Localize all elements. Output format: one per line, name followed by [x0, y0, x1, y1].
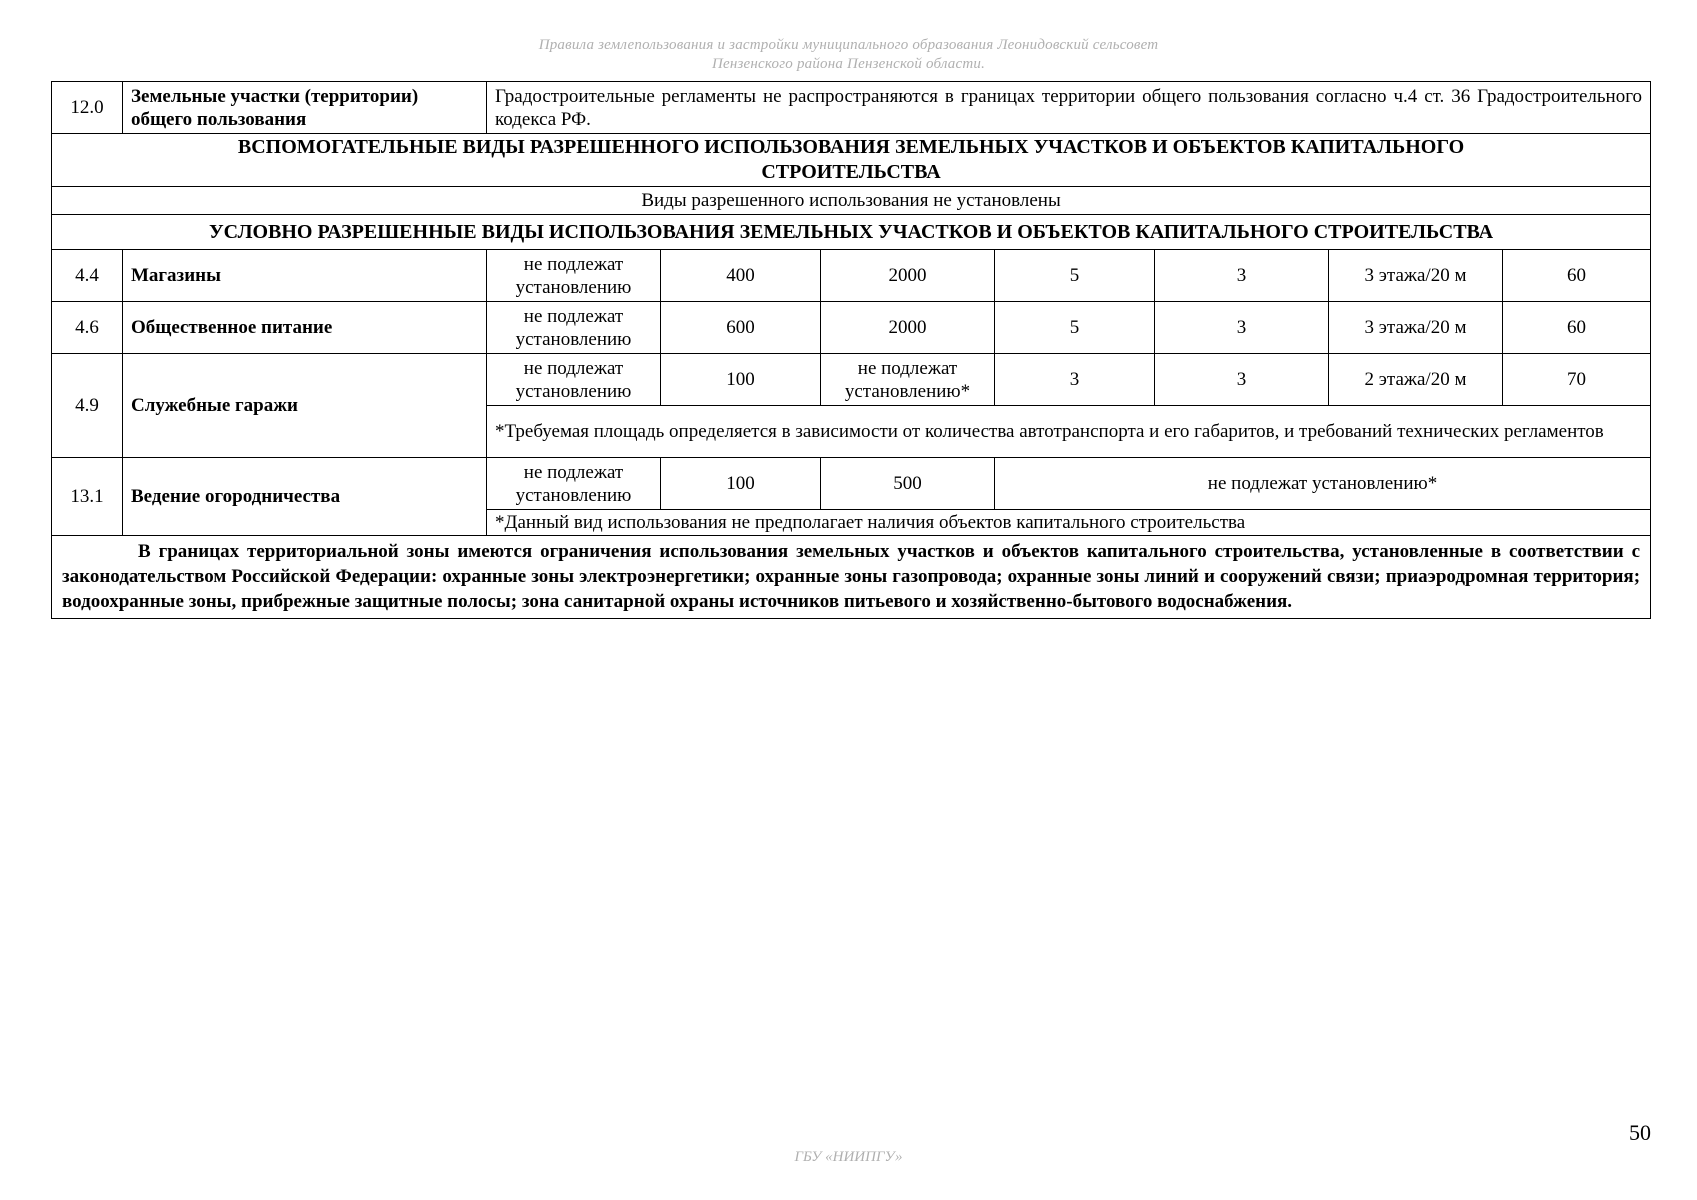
- table-row-12-0: [52, 82, 1651, 134]
- name-line-1: Земельные участки (территории): [131, 85, 419, 107]
- page-footer: ГБУ «НИИПГУ»: [794, 1149, 903, 1165]
- code-cell: 13.1: [52, 458, 123, 536]
- section-row-conditional: [52, 215, 1651, 250]
- table-row-13-1: [52, 458, 1651, 510]
- cell-col-3: 2000: [821, 250, 995, 302]
- name-cell: Магазины: [123, 250, 487, 302]
- cell-col-5: 3: [1155, 302, 1329, 354]
- cell-col-1: не подлежат установлению: [487, 250, 661, 302]
- code-cell: 4.9: [52, 354, 123, 458]
- cell-col-2: 600: [661, 302, 821, 354]
- cell-col-5: 3: [1155, 354, 1329, 406]
- page-number: 50: [1629, 1120, 1651, 1145]
- cell-col-1: не подлежат установлению: [487, 458, 661, 510]
- cell-col-3: 2000: [821, 302, 995, 354]
- cell-col-2: 400: [661, 250, 821, 302]
- cell-col-3: не подлежат установлению*: [821, 354, 995, 406]
- cell-col-7: 60: [1503, 302, 1651, 354]
- header-line-2: Пензенского района Пензенской области.: [711, 56, 986, 72]
- cell-col-6: 2 этажа/20 м: [1329, 354, 1503, 406]
- cell-col-7: 70: [1503, 354, 1651, 406]
- table-row-4-4: [52, 250, 1651, 302]
- cell-col-5: 3: [1155, 250, 1329, 302]
- table-row-4-6: [52, 302, 1651, 354]
- restrictions-row: [52, 536, 1651, 619]
- code-cell: 12.0: [52, 82, 123, 134]
- cell-col-4: 3: [995, 354, 1155, 406]
- cell-col-3: 500: [821, 458, 995, 510]
- restrictions-note: В границах территориальной зоны имеются ограничения использования земельных участков и объектов капитального строительства, установленные в соответствии с законодательством Российской Федерации: охранные зоны электроэнергетики; охранные зоны газопровода; охранные зоны линий и сооружений связи; приаэродромная территория; водоохранные зоны, прибрежные защитные полосы; зона санитарной охраны источников питьевого и хозяйственно-бытового водоснабжения.: [52, 536, 1651, 619]
- code-cell: 4.6: [52, 302, 123, 354]
- page-header: [0, 36, 1697, 74]
- section-title-conditional: УСЛОВНО РАЗРЕШЕННЫЕ ВИДЫ ИСПОЛЬЗОВАНИЯ ЗЕМЕЛЬНЫХ УЧАСТКОВ И ОБЪЕКТОВ КАПИТАЛЬНОГО СТРОИТЕЛЬСТВА: [52, 215, 1651, 250]
- footnote-cell: *Данный вид использования не предполагает наличия объектов капитального строительства: [487, 510, 1651, 536]
- cell-col-1: не подлежат установлению: [487, 354, 661, 406]
- cell-col-2: 100: [661, 354, 821, 406]
- section-title-auxiliary: ВСПОМОГАТЕЛЬНЫЕ ВИДЫ РАЗРЕШЕННОГО ИСПОЛЬЗОВАНИЯ ЗЕМЕЛЬНЫХ УЧАСТКОВ И ОБЪЕКТОВ КАПИТАЛЬНОГО СТРОИТЕЛЬСТВА: [52, 134, 1651, 187]
- merged-cell: не подлежат установлению*: [995, 458, 1651, 510]
- auxiliary-note: Виды разрешенного использования не установлены: [52, 187, 1651, 215]
- name-cell: Служебные гаражи: [123, 354, 487, 458]
- cell-col-4: 5: [995, 302, 1155, 354]
- name-line-2: общего пользования: [131, 108, 307, 130]
- table-row-4-9: [52, 354, 1651, 406]
- footnote-cell: *Требуемая площадь определяется в зависимости от количества автотранспорта и его габаритов, и требований технических регламентов: [487, 406, 1651, 458]
- cell-col-1: не подлежат установлению: [487, 302, 661, 354]
- name-cell: Ведение огородничества: [123, 458, 487, 536]
- regulations-table: [51, 81, 1651, 619]
- cell-col-2: 100: [661, 458, 821, 510]
- header-line-1: Правила землепользования и застройки муниципального образования Леонидовский сельсовет: [538, 37, 1159, 53]
- cell-col-6: 3 этажа/20 м: [1329, 302, 1503, 354]
- cell-col-7: 60: [1503, 250, 1651, 302]
- regulation-text-cell: Градостроительные регламенты не распространяются в границах территории общего пользования согласно ч.4 ст. 36 Градостроительного кодекса РФ.: [487, 82, 1651, 134]
- cell-col-4: 5: [995, 250, 1155, 302]
- cell-col-6: 3 этажа/20 м: [1329, 250, 1503, 302]
- auxiliary-note-row: [52, 187, 1651, 215]
- section-row-auxiliary: [52, 134, 1651, 187]
- name-cell: Общественное питание: [123, 302, 487, 354]
- name-cell: [123, 82, 487, 134]
- code-cell: 4.4: [52, 250, 123, 302]
